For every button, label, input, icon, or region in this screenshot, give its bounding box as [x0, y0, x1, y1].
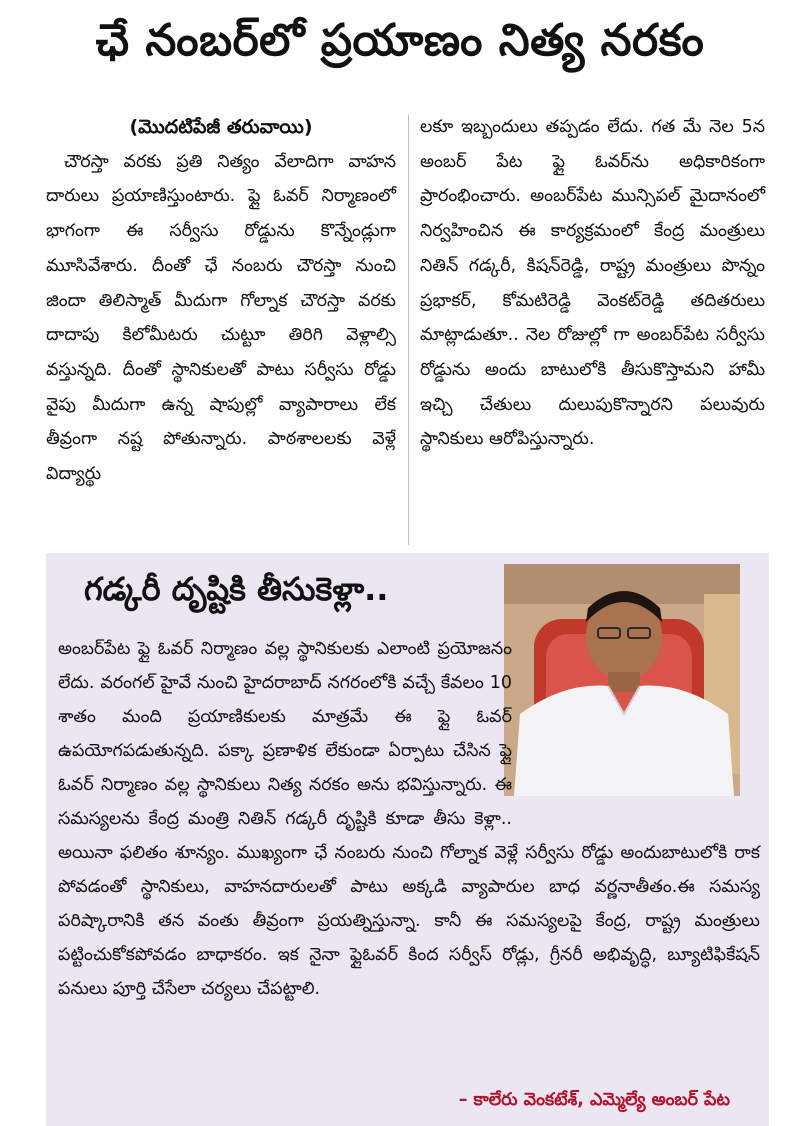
continued-from-front-page: (మొదటిపేజీ తరువాయి) — [129, 116, 313, 138]
byline: – కాలేరు వెంకటేశ్, ఎమ్మెల్యే అంబర్ పేట — [458, 1090, 730, 1110]
right-column-text: లకూ ఇబ్బందులు తప్పడం లేదు. గత మే నెల 5న అంబర్ పేట ఫ్లై ఓవర్‌ను అధికారికంగా ప్రారంభించారు. అంబర్‌పేట మున్సిపల్ మైదానంలో నిర్వహించిన ఈ కార్యక్రమంలో కేంద్ర మంత్రులు నితిన్ గడ్కరీ, కిషన్‌రెడ్డి, రాష్ట్ర మంత్రులు పొన్నం ప్రభాకర్, కోమటిరెడ్డి వెంకట్‌రెడ్డి తదితరులు మాట్లాడుతూ.. నెల రోజుల్లో గా అంబర్‌పేట సర్వీసు రోడ్డును అందు బాటులోకి తీసుకొస్తామని హామీ ఇచ్చి చేతులు దులుపుకొన్నారని పలువురు స్థానికులు ఆరోపిస్తున్నారు. — [420, 117, 765, 450]
headline: ఛే నంబర్‌లో ప్రయాణం నిత్య నరకం — [95, 15, 705, 66]
column-divider — [408, 115, 409, 545]
left-column — [46, 110, 396, 492]
box-text-container — [58, 632, 760, 1006]
photo-spacer — [522, 632, 760, 806]
box-title: గడ్కరీ దృష్టికి తీసుకెళ్లా.. — [84, 570, 389, 608]
left-column-text: చౌరస్తా వరకు ప్రతి నిత్యం వేలాదిగా వాహన దారులు ప్రయాణిస్తుంటారు. ఫ్లై ఓవర్ నిర్మాణంలో భాగంగా ఈ సర్వీసు రోడ్డును కొన్నేండ్లుగా మూసివేశారు. దీంతో ఛే నంబరు చౌరస్తా నుంచి జిందా తిలిస్మాత్ మీదుగా గోల్నాక చౌరస్తా వరకు దాదాపు కిలోమీటరు చుట్టూ తిరిగి వెళ్లాల్సి వస్తున్నది. దీంతో స్థానికులతో పాటు సర్వీసు రోడ్డు వైపు మీదుగా ఉన్న షాపుల్లో వ్యాపారాలు లేక తీవ్రంగా నష్ట పోతున్నారు. పాఠశాలలకు వెళ్లే విద్యార్థు — [46, 151, 396, 485]
box-text: అంబర్‌పేట ఫ్లై ఓవర్ నిర్మాణం వల్ల స్థానికులకు ఎలాంటి ప్రయోజనం లేదు. వరంగల్ హైవే నుంచి హైదరాబాద్ నగరంలోకి వచ్చే కేవలం 10 శాతం మంది ప్రయాణికులకు మాత్రమే ఈ ఫ్లై ఓవర్ ఉపయోగపడుతున్నది. పక్కా ప్రణాళిక లేకుండా ఏర్పాటు చేసిన ఫ్లై ఓవర్ నిర్మాణం వల్ల స్థానికులు నిత్య నరకం అను భవిస్తున్నారు. ఈ సమస్యలను కేంద్ర మంత్రి నితిన్ గడ్కరీ దృష్టికి కూడా తీసు కెళ్లా.. అయినా ఫలితం శూన్యం. ముఖ్యంగా ఛే నంబరు నుంచి గోల్నాక వెళ్లే సర్వీసు రోడ్డు అందుబాటులోకి రాక పోవడంతో స్థానికులు, వాహనదారులతో పాటు అక్కడి వ్యాపారుల బాధ వర్ణనాతీతం.ఈ సమస్య పరిష్కారానికి తన వంతు తీవ్రంగా ప్రయత్నిస్తున్నా. కానీ ఈ సమస్యలపై కేంద్ర, రాష్ట్ర మంత్రులు పట్టించుకోకపోవడం బాధాకరం. ఇక నైనా ఫ్లైఓవర్ కింద సర్వీస్ రోడ్లు, గ్రీనరీ అభివృద్ధి, బ్యూటిఫికేషన్ పనులు పూర్తి చేసేలా చర్యలు చేపట్టాలి. — [58, 639, 760, 999]
